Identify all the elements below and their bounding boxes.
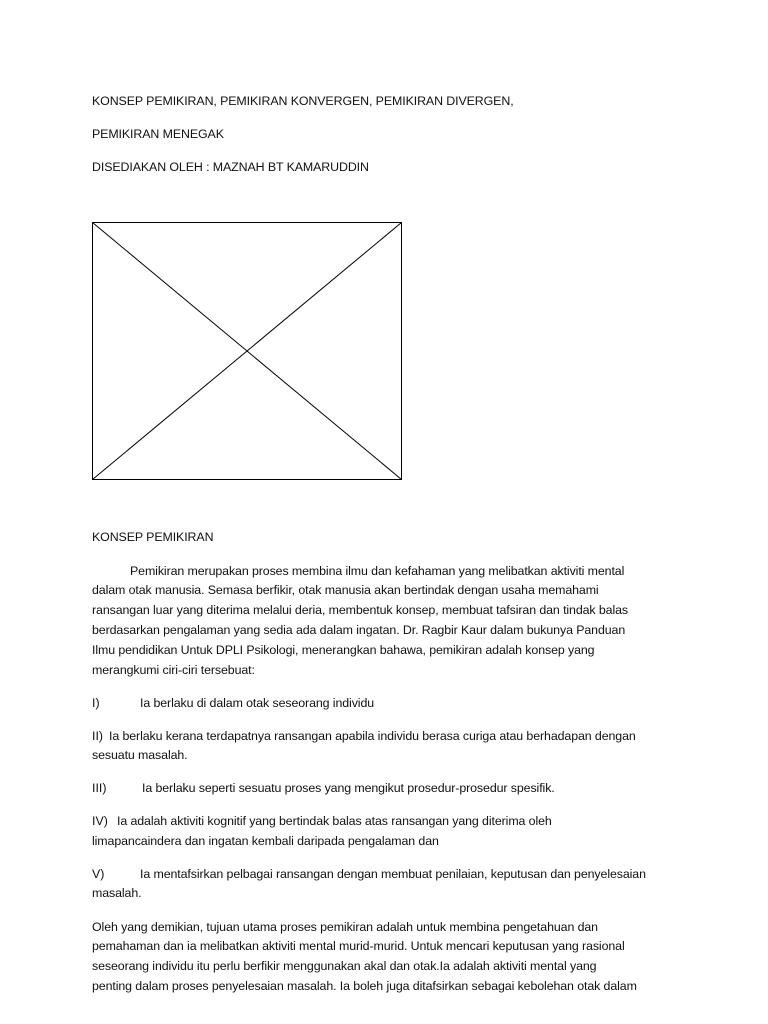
paragraph-line: Ilmu pendidikan Untuk DPLI Psikologi, menerangkan bahawa, pemikiran adalah konsep yang (92, 643, 595, 657)
list-item-text: Ia mentafsirkan pelbagai ransangan dengan membuat penilaian, keputusan dan penyelesaian (140, 867, 646, 881)
paragraph-line: penting dalam proses penyelesaian masalah. Ia boleh juga ditafsirkan sebagai kebolehan otak dalam (92, 979, 637, 993)
paragraph-line: seseorang individu itu perlu berfikir menggunakan akal dan otak.Ia adalah aktiviti mental yang (92, 959, 597, 973)
list-item-text: masalah. (92, 886, 142, 900)
paragraph-line: Oleh yang demikian, tujuan utama proses pemikiran adalah untuk membina pengetahuan dan (92, 920, 598, 934)
section-heading: KONSEP PEMIKIRAN (92, 530, 214, 544)
title-line-2: PEMIKIRAN MENEGAK (92, 127, 224, 141)
paragraph-line: berdasarkan pengalaman yang sedia ada dalam ingatan. Dr. Ragbir Kaur dalam bukunya Panduan (92, 623, 626, 637)
list-number: IV) (92, 814, 108, 828)
missing-image-placeholder (92, 222, 402, 480)
paragraph-line: Pemikiran merupakan proses membina ilmu dan kefahaman yang melibatkan aktiviti mental (130, 564, 625, 578)
paragraph-line: merangkumi ciri-ciri tersebuat: (92, 663, 255, 677)
paragraph-line: ransangan luar yang diterima melalui deria, membentuk konsep, membuat tafsiran dan tindak balas (92, 603, 628, 617)
list-item-text: limapancaindera dan ingatan kembali daripada pengalaman dan (92, 834, 439, 848)
paragraph-line: dalam otak manusia. Semasa berfikir, otak manusia akan bertindak dengan usaha memahami (92, 583, 599, 597)
list-number: III) (92, 781, 107, 795)
author-line: DISEDIAKAN OLEH : MAZNAH BT KAMARUDDIN (92, 160, 369, 174)
paragraph-line: pemahaman dan ia melibatkan aktiviti mental murid-murid. Untuk mencari keputusan yang rasional (92, 939, 625, 953)
list-number: II) (92, 729, 104, 743)
list-item-text: Ia berlaku di dalam otak seseorang individu (140, 696, 375, 710)
list-item-text: Ia adalah aktiviti kognitif yang bertindak balas atas ransangan yang diterima oleh (117, 814, 552, 828)
list-item-text: sesuatu masalah. (92, 748, 188, 762)
list-item-text: Ia berlaku seperti sesuatu proses yang mengikut prosedur-prosedur spesifik. (142, 781, 555, 795)
list-number: V) (92, 867, 105, 881)
list-item-text: Ia berlaku kerana terdapatnya ransangan apabila individu berasa curiga atau berhadapan dengan (109, 729, 636, 743)
title-line-1: KONSEP PEMIKIRAN, PEMIKIRAN KONVERGEN, PEMIKIRAN DIVERGEN, (92, 94, 514, 108)
list-number: I) (92, 696, 100, 710)
